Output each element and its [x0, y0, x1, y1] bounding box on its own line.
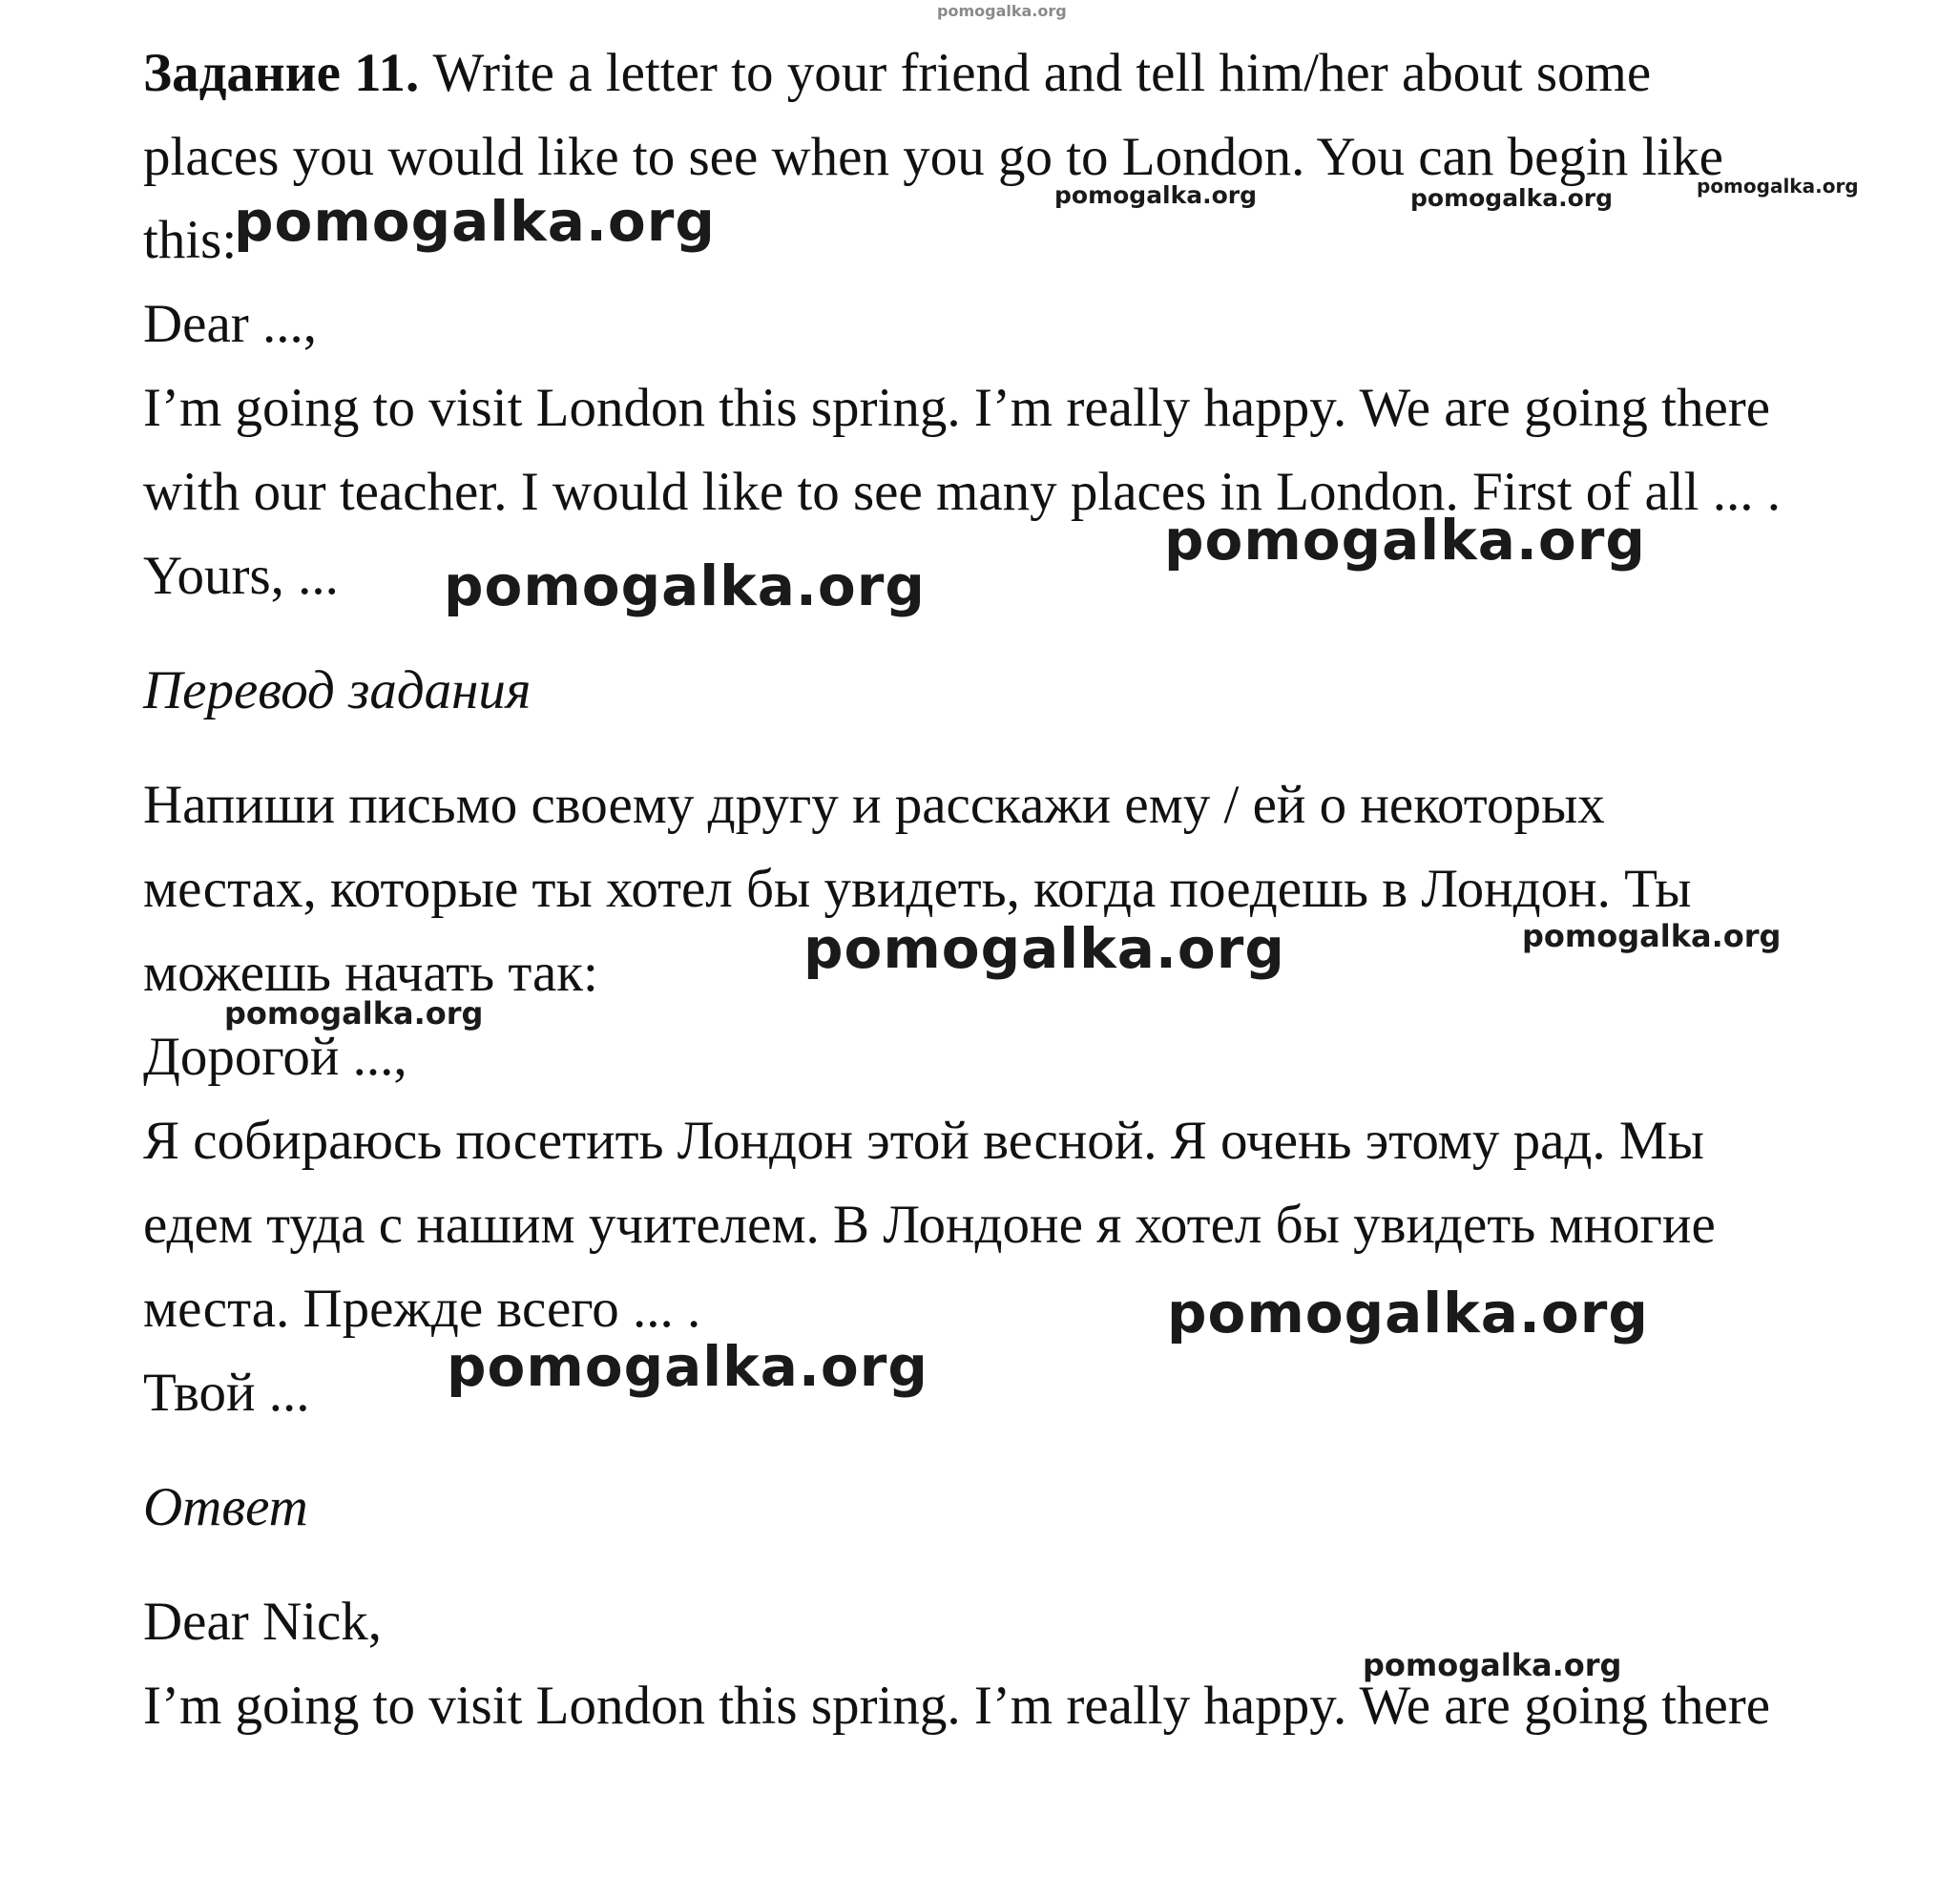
- answer-greeting: Dear Nick,: [143, 1592, 383, 1652]
- example-closing: Yours, ...: [143, 546, 339, 606]
- watermark: pomogalka.org: [1054, 181, 1258, 209]
- watermark: pomogalka.org: [803, 916, 1285, 981]
- example-greeting: Dear ...,: [143, 294, 317, 354]
- translation-greeting: Дорогой ...,: [143, 1027, 407, 1087]
- translation-body-line-2: едем туда с нашим учителем. В Лондоне я хотел бы увидеть многие: [143, 1195, 1716, 1255]
- watermark: pomogalka.org: [234, 189, 716, 254]
- task-line-2: places you would like to see when you go to London. You can begin like: [143, 127, 1723, 187]
- watermark: pomogalka.org: [224, 995, 484, 1032]
- watermark: pomogalka.org: [1167, 1281, 1649, 1345]
- watermark: pomogalka.org: [1697, 175, 1859, 198]
- watermark: pomogalka.org: [447, 1334, 928, 1399]
- translation-line-3: можешь начать так:: [143, 943, 598, 1003]
- watermark: pomogalka.org: [1363, 1647, 1622, 1683]
- task-line-3: this:: [143, 210, 238, 270]
- translation-heading: Перевод задания: [143, 660, 532, 720]
- watermark: pomogalka.org: [444, 553, 926, 618]
- translation-body-line-3: места. Прежде всего ... .: [143, 1279, 701, 1339]
- translation-body-line-1: Я собираюсь посетить Лондон этой весной. Я очень этому рад. Мы: [143, 1111, 1704, 1171]
- watermark: pomogalka.org: [1410, 184, 1614, 212]
- task-line-1-text: Write a letter to your friend and tell him/her about some: [432, 43, 1652, 103]
- watermark: pomogalka.org: [1164, 508, 1646, 573]
- watermark: pomogalka.org: [937, 2, 1067, 20]
- translation-line-2: местах, которые ты хотел бы увидеть, когда поедешь в Лондон. Ты: [143, 859, 1692, 919]
- watermark: pomogalka.org: [1522, 918, 1782, 954]
- task-label: Задание 11.: [143, 43, 420, 103]
- example-body-line-2: with our teacher. I would like to see many places in London. First of all ... .: [143, 462, 1781, 522]
- answer-heading: Ответ: [143, 1477, 308, 1537]
- translation-line-1: Напиши письмо своему другу и расскажи ему / ей о некоторых: [143, 775, 1605, 835]
- answer-body-line-1: I’m going to visit London this spring. I’m really happy. We are going there: [143, 1676, 1771, 1736]
- example-body-line-1: I’m going to visit London this spring. I’m really happy. We are going there: [143, 378, 1771, 438]
- translation-closing: Твой ...: [143, 1363, 310, 1423]
- task-line-1: [143, 31, 1651, 115]
